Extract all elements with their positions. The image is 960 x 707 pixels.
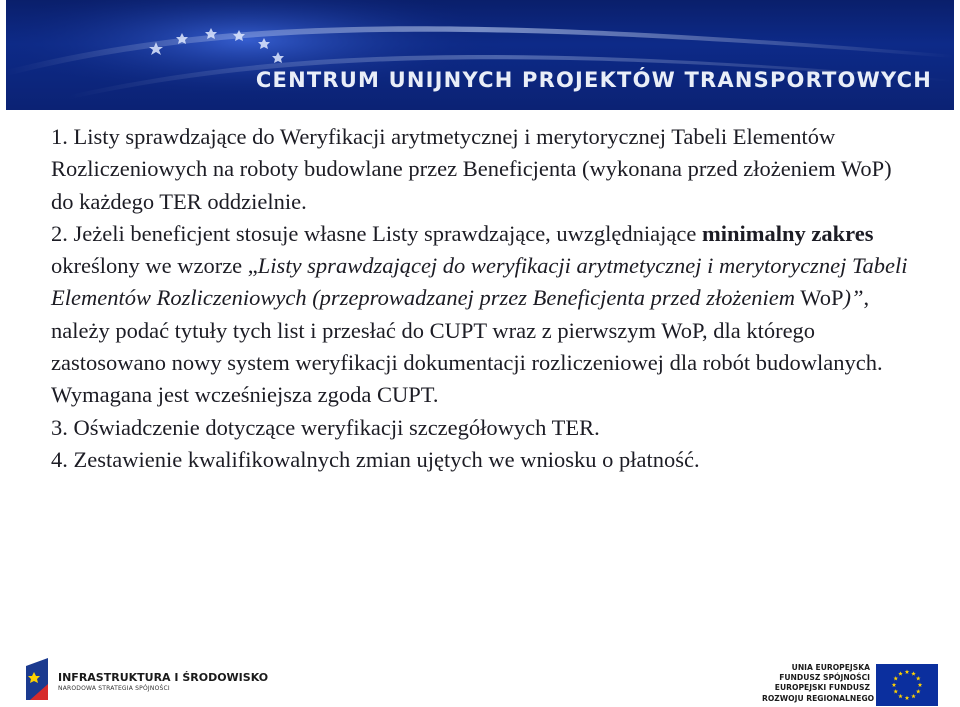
list-item-4: 4. Zestawienie kwalifikowalnych zmian ujętych we wniosku o płatność. (51, 446, 700, 472)
eu-line-3: EUROPEJSKI FUNDUSZ (774, 683, 870, 693)
list-item-2 (51, 218, 911, 412)
item2-tail: , należy podać tytuły tych list i przesłać do CUPT wraz z pierwszym WoP, dla którego zastosowano nowy system weryfikacji dokumentacji rozliczeniowej dla robót budowlanych. Wymagana jest wcześniejsza zgoda CUPT. (51, 285, 883, 408)
item2-italic-close: )” (843, 285, 864, 311)
item2-italic-title: Listy sprawdzającej do weryfikacji arytmetycznej i merytorycznej Tabeli Elementów Rozliczeniowych (przeprowadzanej przez Beneficjenta przed złożeniem (51, 253, 908, 311)
eu-funds-text (762, 663, 875, 704)
infrastruktura-logo (24, 656, 269, 702)
item2-wop: WoP (800, 285, 844, 311)
eu-line-1: UNIA EUROPEJSKA (791, 663, 870, 672)
item2-lead: 2. Jeżeli beneficjent stosuje własne Listy sprawdzające, uwzględniające (51, 220, 697, 246)
infrastruktura-logo-icon (24, 656, 54, 702)
header-banner (6, 0, 954, 110)
logo-title: INFRASTRUKTURA I ŚRODOWISKO (58, 671, 269, 684)
list-item-1: 1. Listy sprawdzające do Weryfikacji arytmetycznej i merytorycznej Tabeli Elementów Rozliczeniowych na roboty budowlane przez Beneficjenta (wykonana przed złożeniem WoP) do każdego TER oddzielnie. (51, 124, 892, 214)
banner-stars-graphic (6, 0, 954, 110)
eu-line-2: FUNDUSZ SPÓJNOŚCI (779, 673, 870, 683)
logo-subtitle: NARODOWA STRATEGIA SPÓJNOŚCI (58, 685, 170, 692)
list-item-3: 3. Oświadczenie dotyczące weryfikacji szczegółowych TER. (51, 414, 600, 440)
slide-content (51, 121, 911, 476)
eu-flag-icon (876, 664, 938, 706)
item2-bold-text: minimalny zakres (701, 220, 874, 246)
item2-mid: określony we wzorze „ (51, 253, 258, 279)
banner-title: CENTRUM UNIJNYCH PROJEKTÓW TRANSPORTOWYCH (255, 68, 932, 92)
eu-line-4: ROZWOJU REGIONALNEGO (762, 693, 875, 703)
